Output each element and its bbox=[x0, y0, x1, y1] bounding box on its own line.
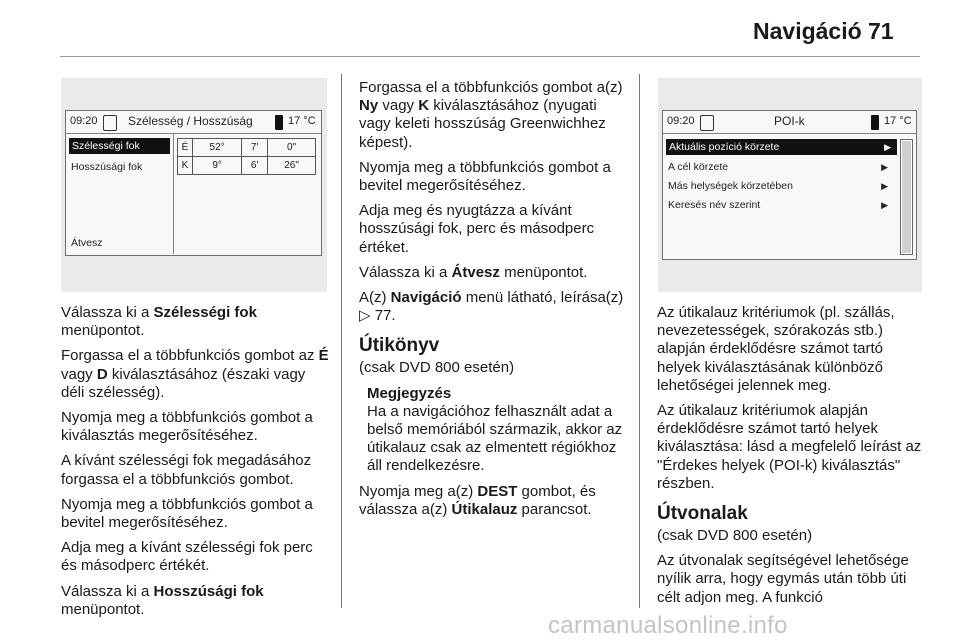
text: Válassza ki a bbox=[61, 304, 154, 321]
text: Válassza ki a bbox=[61, 582, 154, 600]
column-3 bbox=[657, 304, 925, 614]
note-title: Megjegyzés bbox=[367, 384, 452, 402]
table-row bbox=[178, 157, 316, 175]
text: menüpontot. bbox=[61, 322, 145, 340]
menu-item-label: Más helységek körzetében bbox=[668, 180, 793, 192]
screen-latlon bbox=[65, 110, 322, 256]
page-reference[interactable]: 77. bbox=[370, 307, 396, 325]
text: A(z) bbox=[359, 289, 391, 307]
menu-term: D bbox=[96, 365, 108, 383]
paragraph: Az útvonalak segítségével lehetősége nyílik arra, hogy egymás után több úti célt adjon meg. A funkció bbox=[657, 552, 909, 606]
page-reference-icon: ▷ bbox=[359, 307, 371, 325]
paragraph: Adja meg és nyugtázza a kívánt hosszúsági fok, perc és másodperc értéket. bbox=[359, 202, 595, 256]
table-cell[interactable]: 52° bbox=[193, 139, 242, 157]
menu-item-current-position[interactable] bbox=[666, 139, 897, 155]
screenshot-poi bbox=[658, 78, 922, 292]
menu-term: É bbox=[318, 347, 329, 365]
text: vagy bbox=[378, 97, 419, 115]
table-cell[interactable]: 0" bbox=[268, 139, 316, 157]
table-cell[interactable]: 9° bbox=[193, 157, 242, 175]
chevron-right-icon: ▶ bbox=[881, 162, 888, 172]
menu-item-accept[interactable]: Átvesz bbox=[71, 237, 103, 249]
screen-status-bar bbox=[663, 111, 916, 134]
screen-time: 09:20 bbox=[667, 115, 695, 127]
menu-term: Átvesz bbox=[451, 263, 500, 281]
screen-title: Szélesség / Hosszúság bbox=[128, 114, 253, 128]
device-icon bbox=[275, 115, 283, 130]
paragraph: Adja meg a kívánt szélességi fok perc és másodperc értékét. bbox=[61, 539, 313, 575]
coordinate-table bbox=[177, 138, 316, 175]
menu-term: DEST bbox=[477, 482, 518, 500]
section-subtitle: (csak DVD 800 esetén) bbox=[657, 527, 813, 545]
screen-temperature: 17 °C bbox=[288, 115, 316, 127]
paragraph bbox=[359, 264, 627, 282]
page-number: 71 bbox=[868, 18, 894, 44]
chevron-right-icon: ▶ bbox=[884, 142, 891, 152]
menu-term: Navigáció bbox=[390, 289, 462, 307]
column-1 bbox=[61, 304, 331, 626]
chevron-right-icon: ▶ bbox=[881, 181, 888, 191]
navigation-status-icon bbox=[103, 115, 117, 131]
text: Forgassa el a többfunkciós gombot a(z) bbox=[359, 79, 623, 96]
watermark: carmanualsonline.info bbox=[548, 612, 788, 639]
text: vagy bbox=[61, 365, 97, 383]
text: gombot, és válassza a(z) bbox=[359, 482, 596, 518]
paragraph bbox=[61, 583, 331, 619]
menu-item-latitude[interactable]: Szélességi fok bbox=[69, 138, 170, 154]
text: kiválasztásához (északi vagy déli szélesség). bbox=[61, 365, 306, 401]
screen-status-bar bbox=[66, 111, 321, 134]
page-title: Navigáció bbox=[753, 18, 862, 44]
table-cell[interactable]: K bbox=[178, 157, 193, 175]
table-cell[interactable]: 6' bbox=[242, 157, 268, 175]
menu-item-label: Aktuális pozíció körzete bbox=[669, 141, 780, 153]
menu-term: Szélességi fok bbox=[153, 304, 257, 321]
paragraph: A kívánt szélességi fok megadásához forgassa el a többfunkciós gombot. bbox=[61, 452, 312, 488]
text: Forgassa el a többfunkciós gombot az bbox=[61, 347, 319, 365]
table-cell[interactable]: 26" bbox=[268, 157, 316, 175]
menu-term: K bbox=[418, 97, 430, 115]
text: Válassza ki a bbox=[359, 263, 452, 281]
text: parancsot. bbox=[517, 500, 592, 518]
section-heading: Útvonalak bbox=[657, 503, 748, 525]
menu-item-other-locations[interactable] bbox=[668, 178, 894, 194]
section-subtitle: (csak DVD 800 esetén) bbox=[359, 359, 515, 377]
paragraph bbox=[359, 79, 627, 152]
menu-term: Hosszúsági fok bbox=[153, 582, 264, 600]
paragraph bbox=[359, 289, 627, 325]
menu-item-label: A cél körzete bbox=[668, 161, 729, 173]
paragraph bbox=[61, 347, 331, 402]
menu-term: Ny bbox=[359, 97, 379, 115]
text: Nyomja meg a(z) bbox=[359, 482, 478, 500]
screen-poi bbox=[662, 110, 917, 260]
header-rule bbox=[60, 56, 920, 57]
table-row bbox=[178, 139, 316, 157]
column-divider-1 bbox=[341, 74, 342, 608]
screen-separator bbox=[173, 133, 174, 254]
scrollbar-thumb[interactable] bbox=[902, 141, 911, 253]
menu-term: Útikalauz bbox=[451, 500, 518, 518]
section-heading: Útikönyv bbox=[359, 335, 440, 357]
text: menüpontot. bbox=[499, 263, 588, 281]
menu-item-search-by-name[interactable] bbox=[668, 197, 894, 213]
table-cell[interactable]: 7' bbox=[242, 139, 268, 157]
column-divider-2 bbox=[639, 74, 640, 608]
paragraph bbox=[61, 304, 331, 340]
screen-time: 09:20 bbox=[70, 115, 98, 127]
text: kiválasztásához (nyugati vagy keleti hosszúság Greenwichhez képest). bbox=[359, 97, 606, 151]
paragraph: Nyomja meg a többfunkciós gombot a bevitel megerősítéséhez. bbox=[61, 495, 313, 532]
screen-title: POI-k bbox=[774, 114, 805, 128]
note-body: Ha a navigációhoz felhasznált adat a belső memóriából származik, akkor az útikalauz csak az elmentett régiókhoz áll rendelkezésre. bbox=[367, 402, 623, 475]
scrollbar[interactable] bbox=[900, 139, 913, 255]
menu-item-destination[interactable] bbox=[668, 159, 894, 175]
chevron-right-icon: ▶ bbox=[881, 200, 888, 210]
text: menü látható, leírása(z) bbox=[461, 289, 624, 307]
note-box bbox=[359, 385, 627, 476]
device-icon bbox=[871, 115, 879, 130]
text: menüpontot. bbox=[61, 600, 145, 618]
paragraph bbox=[359, 483, 627, 519]
paragraph: Nyomja meg a többfunkciós gombot a bevitel megerősítéséhez. bbox=[359, 158, 611, 195]
table-cell[interactable]: É bbox=[178, 139, 193, 157]
screenshot-latlon bbox=[61, 78, 327, 292]
paragraph: Nyomja meg a többfunkciós gombot a kiválasztás megerősítéséhez. bbox=[61, 409, 313, 445]
navigation-status-icon bbox=[700, 115, 714, 131]
paragraph: Az útikalauz kritériumok (pl. szállás, nevezetességek, szórakozás stb.) alapján érdeklődésre számot tartó helyek kiválasztásának különböző lehetőségei jelennek meg. bbox=[657, 304, 895, 394]
menu-item-longitude[interactable]: Hosszúsági fok bbox=[71, 161, 143, 173]
screen-temperature: 17 °C bbox=[884, 115, 912, 127]
column-2 bbox=[359, 79, 627, 526]
menu-item-label: Keresés név szerint bbox=[668, 199, 761, 211]
paragraph: Az útikalauz kritériumok alapján érdeklődésre számot tartó helyek kiválasztása: lásd a megfelelő leírást az "Érdekes helyek (POI-k) kiválasztás" részben. bbox=[657, 402, 922, 492]
